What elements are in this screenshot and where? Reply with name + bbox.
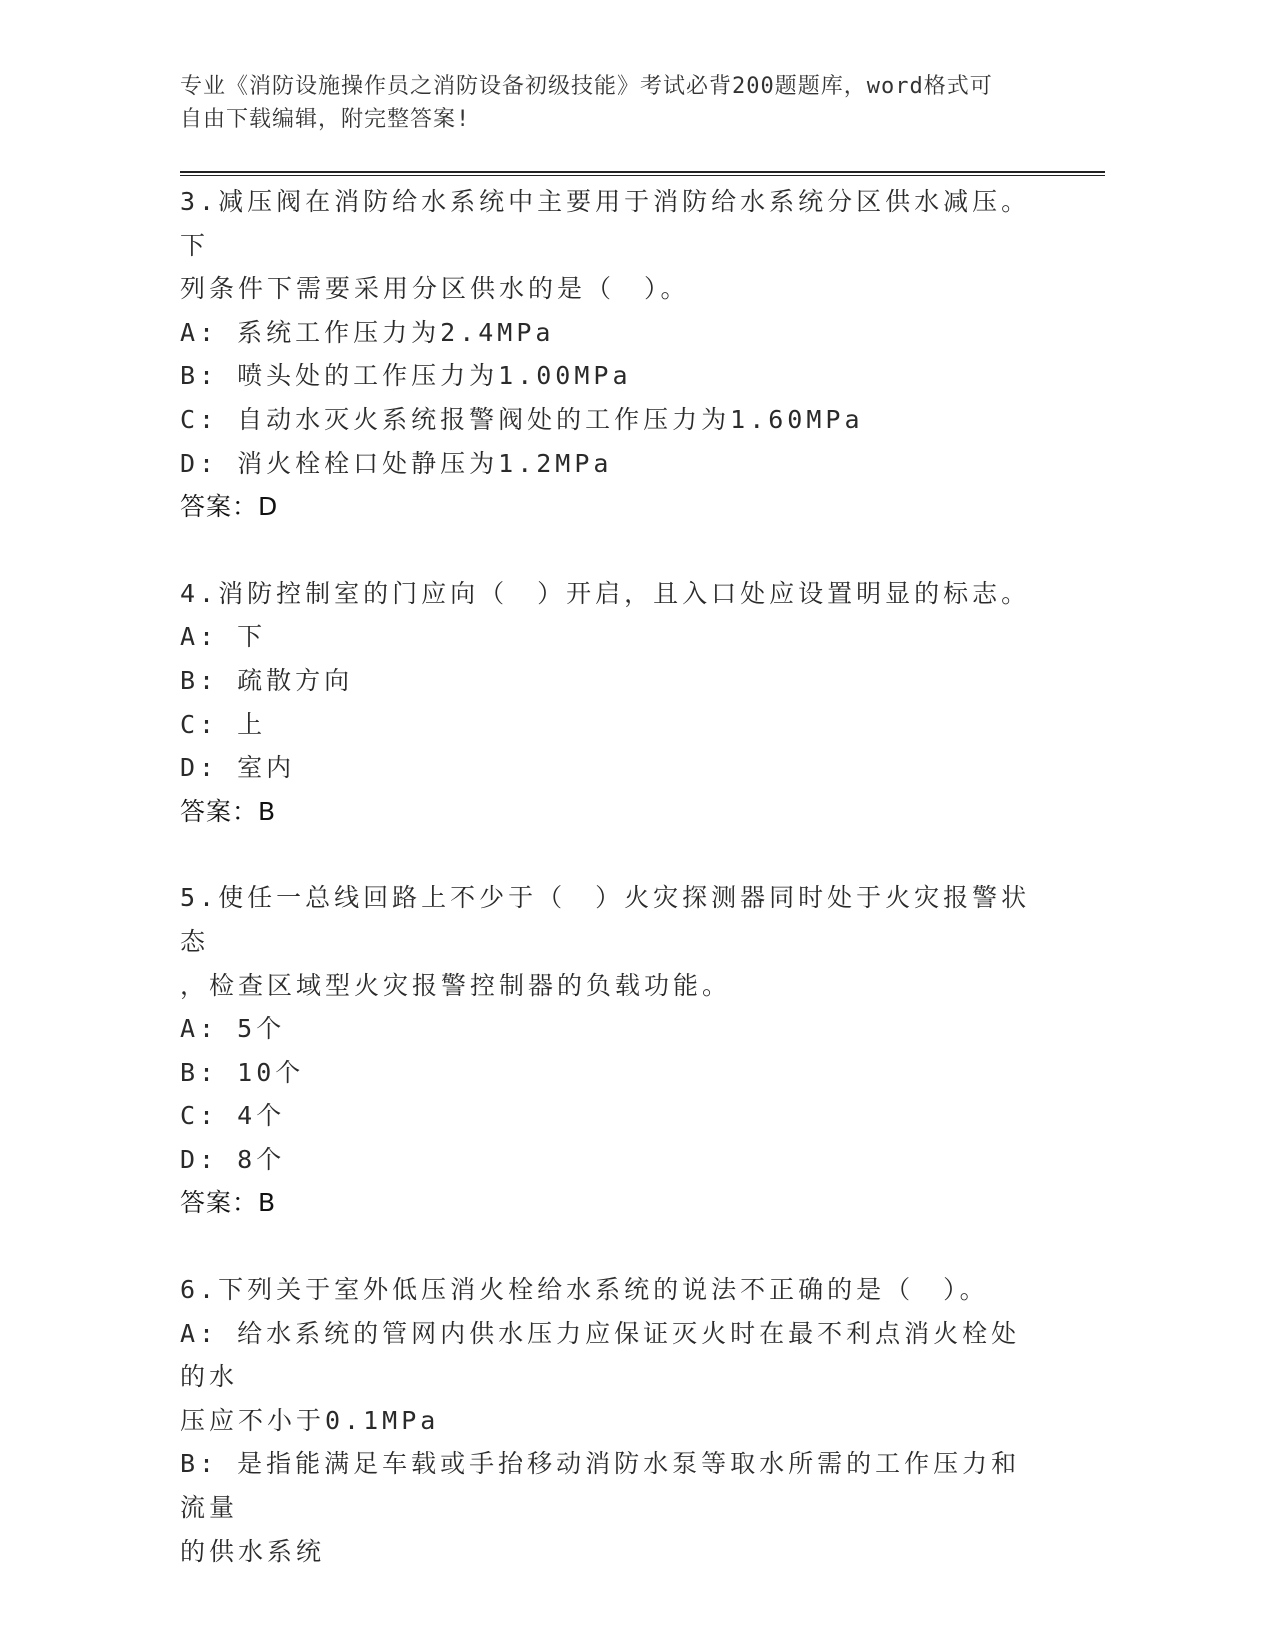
option-a: A: 给水系统的管网内供水压力应保证灭火时在最不利点消火栓处的水 xyxy=(180,1318,1021,1392)
header-line-1: 专业《消防设施操作员之消防设备初级技能》考试必背200题题库，word格式可 xyxy=(180,74,993,99)
option-b: B: 10个 xyxy=(180,1057,305,1087)
option-a-continued: 压应不小于0.1MPa xyxy=(180,1405,440,1435)
document-header xyxy=(180,70,1040,136)
option-a: A: 系统工作压力为2.4MPa xyxy=(180,317,555,347)
answer-label: 答案：D xyxy=(180,492,279,522)
question-3 xyxy=(180,180,1040,529)
question-stem: 3.减压阀在消防给水系统中主要用于消防给水系统分区供水减压。下 xyxy=(180,187,1031,260)
option-d: D: 8个 xyxy=(180,1144,286,1174)
option-b: B: 疏散方向 xyxy=(180,665,354,695)
question-list xyxy=(180,180,1040,1616)
question-5 xyxy=(180,876,1040,1225)
option-a: A: 下 xyxy=(180,622,267,652)
option-c: C: 上 xyxy=(180,709,267,739)
header-divider-thick xyxy=(180,171,1105,173)
option-a: A: 5个 xyxy=(180,1014,286,1044)
option-d: D: 室内 xyxy=(180,753,296,783)
question-stem: 5.使任一总线回路上不少于（ ）火灾探测器同时处于火灾报警状态 xyxy=(180,883,1031,956)
header-divider-thin xyxy=(180,175,1105,176)
option-b: B: 是指能满足车载或手抬移动消防水泵等取水所需的工作压力和流量 xyxy=(180,1449,1021,1523)
header-line-2: 自由下载编辑，附完整答案! xyxy=(180,107,471,132)
option-c: C: 4个 xyxy=(180,1101,286,1131)
question-6 xyxy=(180,1268,1040,1573)
option-b: B: 喷头处的工作压力为1.00MPa xyxy=(180,361,632,391)
option-b-continued: 的供水系统 xyxy=(180,1536,326,1566)
question-stem: ，检查区域型火灾报警控制器的负载功能。 xyxy=(180,970,732,1000)
option-d: D: 消火栓栓口处静压为1.2MPa xyxy=(180,448,613,478)
question-stem: 6.下列关于室外低压消火栓给水系统的说法不正确的是（ ）。 xyxy=(180,1275,989,1305)
question-4 xyxy=(180,572,1040,834)
option-c: C: 自动水灭火系统报警阀处的工作压力为1.60MPa xyxy=(180,404,864,434)
question-stem: 4.消防控制室的门应向（ ）开启，且入口处应设置明显的标志。 xyxy=(180,578,1031,608)
answer-label: 答案：B xyxy=(180,796,277,826)
question-stem: 列条件下需要采用分区供水的是（ ）。 xyxy=(180,274,690,304)
answer-label: 答案：B xyxy=(180,1188,277,1218)
